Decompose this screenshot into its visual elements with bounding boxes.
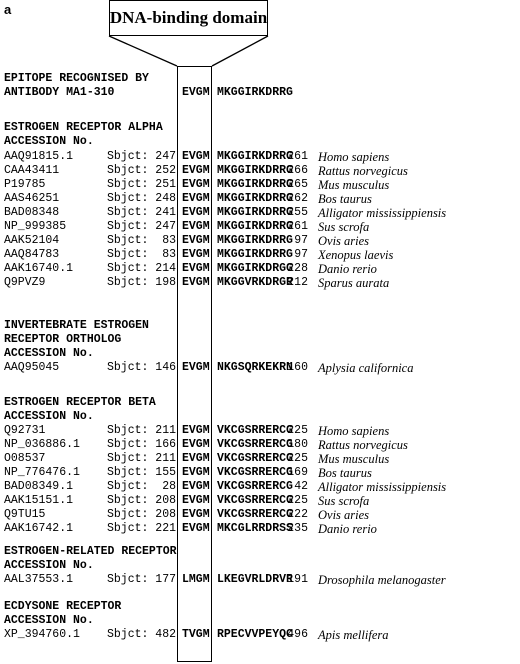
sequence-residues: VKCGSRRERCG: [217, 424, 293, 437]
sequence-residues: MKGGIRKDRRG: [217, 164, 293, 177]
end-position: 42: [294, 480, 308, 493]
species-name: Homo sapiens: [318, 424, 390, 438]
accession-number: AAK52104: [4, 234, 60, 247]
motif-residues: EVGM: [182, 522, 210, 535]
accession-number: AAK16742.1: [4, 522, 74, 535]
end-position: 261: [287, 220, 308, 233]
sequence-residues: NKGSQRKEKRN: [217, 361, 293, 374]
sequence-residues: RPECVVPEYQC: [217, 628, 293, 641]
sequence-residues: VKCGSRRERCG: [217, 452, 293, 465]
subject-position: Sbjct: 248: [107, 192, 177, 205]
species-name: Sparus aurata: [318, 276, 390, 290]
domain-connector-lines: [0, 0, 520, 80]
section-heading: ECDYSONE RECEPTOR: [4, 600, 122, 613]
sequence-residues: VKCGSRRERCG: [217, 438, 293, 451]
species-name: Mus musculus: [318, 178, 390, 192]
motif-residues: EVGM: [182, 206, 210, 219]
motif-residues: EVGM: [182, 164, 210, 177]
motif-residues: EVGM: [182, 494, 210, 507]
sequence-residues: VKCGSRRERCG: [217, 494, 293, 507]
end-position: 262: [287, 192, 308, 205]
subject-position: Sbjct: 251: [107, 178, 177, 191]
end-position: 265: [287, 178, 308, 191]
end-position: 97: [294, 234, 308, 247]
end-position: 496: [287, 628, 308, 641]
subject-position: Sbjct: 211: [107, 424, 177, 437]
sequence-residues: MKGGIRKDRRG: [217, 234, 293, 247]
end-position: 180: [287, 438, 308, 451]
end-position: 212: [287, 276, 308, 289]
end-position: 222: [287, 508, 308, 521]
species-name: Drosophila melanogaster: [318, 573, 446, 587]
subject-position: Sbjct: 221: [107, 522, 177, 535]
subject-position: Sbjct: 482: [107, 628, 177, 641]
motif-residues: EVGM: [182, 192, 210, 205]
section-heading: ESTROGEN RECEPTOR ALPHA: [4, 121, 163, 134]
motif-residues: EVGM: [182, 361, 210, 374]
accession-number: XP_394760.1: [4, 628, 80, 641]
sequence-residues: MKGGIRKDRRG: [217, 220, 293, 233]
species-name: Apis mellifera: [318, 628, 389, 642]
end-position: 261: [287, 150, 308, 163]
section-heading: ANTIBODY MA1-310: [4, 86, 115, 99]
accession-number: AAS46251: [4, 192, 60, 205]
species-name: Alligator mississippiensis: [318, 206, 447, 220]
subject-position: Sbjct: 177: [107, 573, 177, 586]
connector-line-right: [212, 36, 268, 66]
motif-residues: EVGM: [182, 276, 210, 289]
dna-binding-domain-title: DNA-binding domain: [109, 8, 268, 27]
species-name: Danio rerio: [318, 522, 377, 536]
accession-number: AAQ95045: [4, 361, 60, 374]
accession-number: NP_036886.1: [4, 438, 80, 451]
accession-number: O08537: [4, 452, 46, 465]
epitope-motif: EVGM: [182, 86, 210, 99]
species-name: Ovis aries: [318, 508, 370, 522]
motif-residues: EVGM: [182, 424, 210, 437]
sequence-residues: VKCGSRRERCG: [217, 508, 293, 521]
species-name: Sus scrofa: [318, 220, 370, 234]
accession-number: NP_776476.1: [4, 466, 80, 479]
end-position: 97: [294, 248, 308, 261]
species-name: Sus scrofa: [318, 494, 370, 508]
end-position: 225: [287, 494, 308, 507]
accession-number: AAL37553.1: [4, 573, 74, 586]
section-heading: ESTROGEN RECEPTOR BETA: [4, 396, 156, 409]
section-heading: INVERTEBRATE ESTROGEN: [4, 319, 149, 332]
end-position: 225: [287, 424, 308, 437]
species-name: Homo sapiens: [318, 150, 390, 164]
sequence-residues: MKCGLRRDRSS: [217, 522, 293, 535]
sequence-residues: MKGGVRKDRGR: [217, 276, 293, 289]
subject-position: Sbjct: 83: [107, 234, 177, 247]
sequence-residues: LKEGVRLDRVR: [217, 573, 293, 586]
motif-residues: EVGM: [182, 248, 210, 261]
species-name: Danio rerio: [318, 262, 377, 276]
accession-number: AAQ91815.1: [4, 150, 74, 163]
section-heading: ESTROGEN-RELATED RECEPTOR: [4, 545, 177, 558]
subject-position: Sbjct: 247: [107, 220, 177, 233]
accession-number: AAK15151.1: [4, 494, 74, 507]
end-position: 266: [287, 164, 308, 177]
accession-number: BAD08348: [4, 206, 60, 219]
accession-number: BAD08349.1: [4, 480, 74, 493]
motif-residues: LMGM: [182, 573, 210, 586]
accession-number: CAA43411: [4, 164, 60, 177]
species-name: Rattus norvegicus: [318, 438, 408, 452]
connector-line-left: [109, 36, 177, 66]
species-name: Alligator mississippiensis: [318, 480, 447, 494]
sequence-residues: VKCGSRRERCG: [217, 466, 293, 479]
end-position: 191: [287, 573, 308, 586]
subject-position: Sbjct: 252: [107, 164, 177, 177]
section-heading: ACCESSION No.: [4, 347, 94, 360]
end-position: 160: [287, 361, 308, 374]
species-name: Rattus norvegicus: [318, 164, 408, 178]
section-heading: ACCESSION No.: [4, 410, 94, 423]
motif-residues: EVGM: [182, 466, 210, 479]
section-heading: RECEPTOR ORTHOLOG: [4, 333, 122, 346]
motif-residues: EVGM: [182, 150, 210, 163]
subject-position: Sbjct: 214: [107, 262, 177, 275]
species-name: Bos taurus: [318, 466, 372, 480]
sequence-residues: MKGGIRKDRRG: [217, 248, 293, 261]
accession-number: Q9PVZ9: [4, 276, 46, 289]
subject-position: Sbjct: 208: [107, 508, 177, 521]
accession-number: AAK16740.1: [4, 262, 74, 275]
motif-residues: EVGM: [182, 178, 210, 191]
end-position: 255: [287, 206, 308, 219]
end-position: 169: [287, 466, 308, 479]
sequence-residues: MKGGIRKDRGG: [217, 262, 293, 275]
motif-residues: EVGM: [182, 234, 210, 247]
sequence-residues: MKGGIRKDRRG: [217, 178, 293, 191]
panel-label: a: [4, 2, 12, 17]
motif-residues: EVGM: [182, 220, 210, 233]
subject-position: Sbjct: 28: [107, 480, 177, 493]
epitope-sequence: MKGGIRKDRRG: [217, 86, 293, 99]
subject-position: Sbjct: 155: [107, 466, 177, 479]
motif-residues: EVGM: [182, 438, 210, 451]
species-name: Aplysia californica: [318, 361, 414, 375]
subject-position: Sbjct: 208: [107, 494, 177, 507]
end-position: 225: [287, 452, 308, 465]
subject-position: Sbjct: 166: [107, 438, 177, 451]
subject-position: Sbjct: 241: [107, 206, 177, 219]
subject-position: Sbjct: 247: [107, 150, 177, 163]
motif-residues: EVGM: [182, 262, 210, 275]
sequence-residues: MKGGIRKDRRG: [217, 206, 293, 219]
accession-number: P19785: [4, 178, 46, 191]
section-heading: ACCESSION No.: [4, 559, 94, 572]
accession-number: Q92731: [4, 424, 46, 437]
motif-residues: EVGM: [182, 480, 210, 493]
species-name: Mus musculus: [318, 452, 390, 466]
sequence-residues: MKGGIRKDRRG: [217, 192, 293, 205]
accession-number: Q9TU15: [4, 508, 46, 521]
subject-position: Sbjct: 83: [107, 248, 177, 261]
accession-number: NP_999385: [4, 220, 67, 233]
section-heading: ACCESSION No.: [4, 135, 94, 148]
motif-residues: EVGM: [182, 452, 210, 465]
end-position: 228: [287, 262, 308, 275]
sequence-residues: VKCGSRRERCG: [217, 480, 293, 493]
species-name: Bos taurus: [318, 192, 372, 206]
subject-position: Sbjct: 198: [107, 276, 177, 289]
motif-residues: EVGM: [182, 508, 210, 521]
section-heading: ACCESSION No.: [4, 614, 94, 627]
motif-residues: TVGM: [182, 628, 210, 641]
section-heading: EPITOPE RECOGNISED BY: [4, 72, 149, 85]
subject-position: Sbjct: 146: [107, 361, 177, 374]
subject-position: Sbjct: 211: [107, 452, 177, 465]
end-position: 235: [287, 522, 308, 535]
species-name: Ovis aries: [318, 234, 370, 248]
accession-number: AAQ84783: [4, 248, 60, 261]
sequence-residues: MKGGIRKDRRG: [217, 150, 293, 163]
species-name: Xenopus laevis: [318, 248, 394, 262]
